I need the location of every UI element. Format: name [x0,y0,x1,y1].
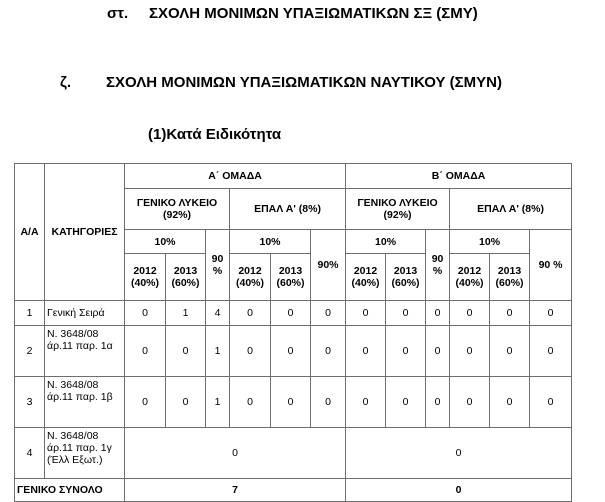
section-title: ΣΧΟΛΗ ΜΟΝΙΜΩΝ ΥΠΑΞΙΩΜΑΤΙΚΩΝ ΣΞ (ΣΜΥ) [149,5,478,22]
subheading: (1)Κατά Ειδικότητα [148,126,282,143]
header-pct90: 90 % [206,230,230,301]
table-row [15,326,572,377]
header-geniko-lykeio: ΓΕΝΙΚΟ ΛΥΚΕΙΟ (92%) [346,189,450,230]
cell-value: 0 [125,326,166,377]
total-group-b: 0 [346,479,572,502]
cell-value: 0 [166,326,206,377]
section-number: ζ. [60,74,72,91]
cell-value: 0 [271,301,311,326]
cell-value: 0 [230,326,271,377]
header-aa: Α/Α [15,164,45,301]
cell-value: 0 [230,301,271,326]
cell-merged-group-b: 0 [346,428,572,479]
cell-value: 0 [386,301,426,326]
section-title: ΣΧΟΛΗ ΜΟΝΙΜΩΝ ΥΠΑΞΙΩΜΑΤΙΚΩΝ ΝΑΥΤΙΚΟΥ (ΣΜΥΝ) [106,74,503,91]
total-row [15,479,572,502]
cell-value: 0 [346,326,386,377]
cell-value: 0 [490,326,530,377]
row-number: 4 [15,428,45,479]
header-pct10: 10% [230,230,311,254]
header-epal: ΕΠΑΛ Α' (8%) [230,189,346,230]
cell-value: 0 [530,301,572,326]
cell-merged-group-a: 0 [125,428,346,479]
total-label: ΓΕΝΙΚΟ ΣΥΝΟΛΟ [15,479,125,502]
cell-value: 1 [166,301,206,326]
header-epal: ΕΠΑΛ Α' (8%) [450,189,572,230]
cell-value: 0 [125,301,166,326]
cell-value: 0 [386,377,426,428]
cell-value: 0 [530,326,572,377]
section-heading-smyn [60,74,502,91]
row-category: Ν. 3648/08 άρ.11 παρ. 1γ (Έλλ Εξωτ.) [45,428,125,479]
cell-value: 0 [311,301,346,326]
header-pct10: 10% [450,230,530,254]
section-heading-smy [107,5,478,22]
allocation-table [14,163,572,502]
header-year-2013: 2013 (60%) [386,254,426,301]
cell-value: 0 [490,377,530,428]
header-pct90: 90% [311,230,346,301]
cell-value: 0 [450,326,490,377]
cell-value: 0 [166,377,206,428]
cell-value: 1 [206,377,230,428]
cell-value: 0 [346,377,386,428]
header-group-a: Α΄ ΟΜΑΔΑ [125,164,346,189]
row-category: Ν. 3648/08 άρ.11 παρ. 1β [45,377,125,428]
cell-value: 0 [530,377,572,428]
header-year-2013: 2013 (60%) [271,254,311,301]
cell-value: 0 [271,377,311,428]
header-year-2012: 2012 (40%) [450,254,490,301]
header-year-2012: 2012 (40%) [230,254,271,301]
section-number: στ. [107,5,129,22]
row-number: 2 [15,326,45,377]
cell-value: 0 [450,301,490,326]
row-category: Γενική Σειρά [45,301,125,326]
cell-value: 0 [386,326,426,377]
table-row [15,377,572,428]
cell-value: 0 [426,377,450,428]
cell-value: 0 [346,301,386,326]
header-year-2013: 2013 (60%) [490,254,530,301]
cell-value: 0 [230,377,271,428]
cell-value: 0 [125,377,166,428]
header-pct10: 10% [125,230,206,254]
table-row [15,428,572,479]
header-year-2012: 2012 (40%) [346,254,386,301]
row-category: Ν. 3648/08 άρ.11 παρ. 1α [45,326,125,377]
cell-value: 0 [426,326,450,377]
cell-value: 4 [206,301,230,326]
cell-value: 0 [426,301,450,326]
header-categories: ΚΑΤΗΓΟΡΙΕΣ [45,164,125,301]
header-pct10: 10% [346,230,426,254]
cell-value: 0 [311,377,346,428]
row-number: 1 [15,301,45,326]
header-pct90: 90 % [426,230,450,301]
cell-value: 1 [206,326,230,377]
cell-value: 0 [490,301,530,326]
header-year-2013: 2013 (60%) [166,254,206,301]
row-number: 3 [15,377,45,428]
header-year-2012: 2012 (40%) [125,254,166,301]
cell-value: 0 [271,326,311,377]
header-pct90: 90 % [530,230,572,301]
total-group-a: 7 [125,479,346,502]
table-row [15,301,572,326]
cell-value: 0 [450,377,490,428]
header-group-b: Β΄ ΟΜΑΔΑ [346,164,572,189]
cell-value: 0 [311,326,346,377]
header-geniko-lykeio: ΓΕΝΙΚΟ ΛΥΚΕΙΟ (92%) [125,189,230,230]
